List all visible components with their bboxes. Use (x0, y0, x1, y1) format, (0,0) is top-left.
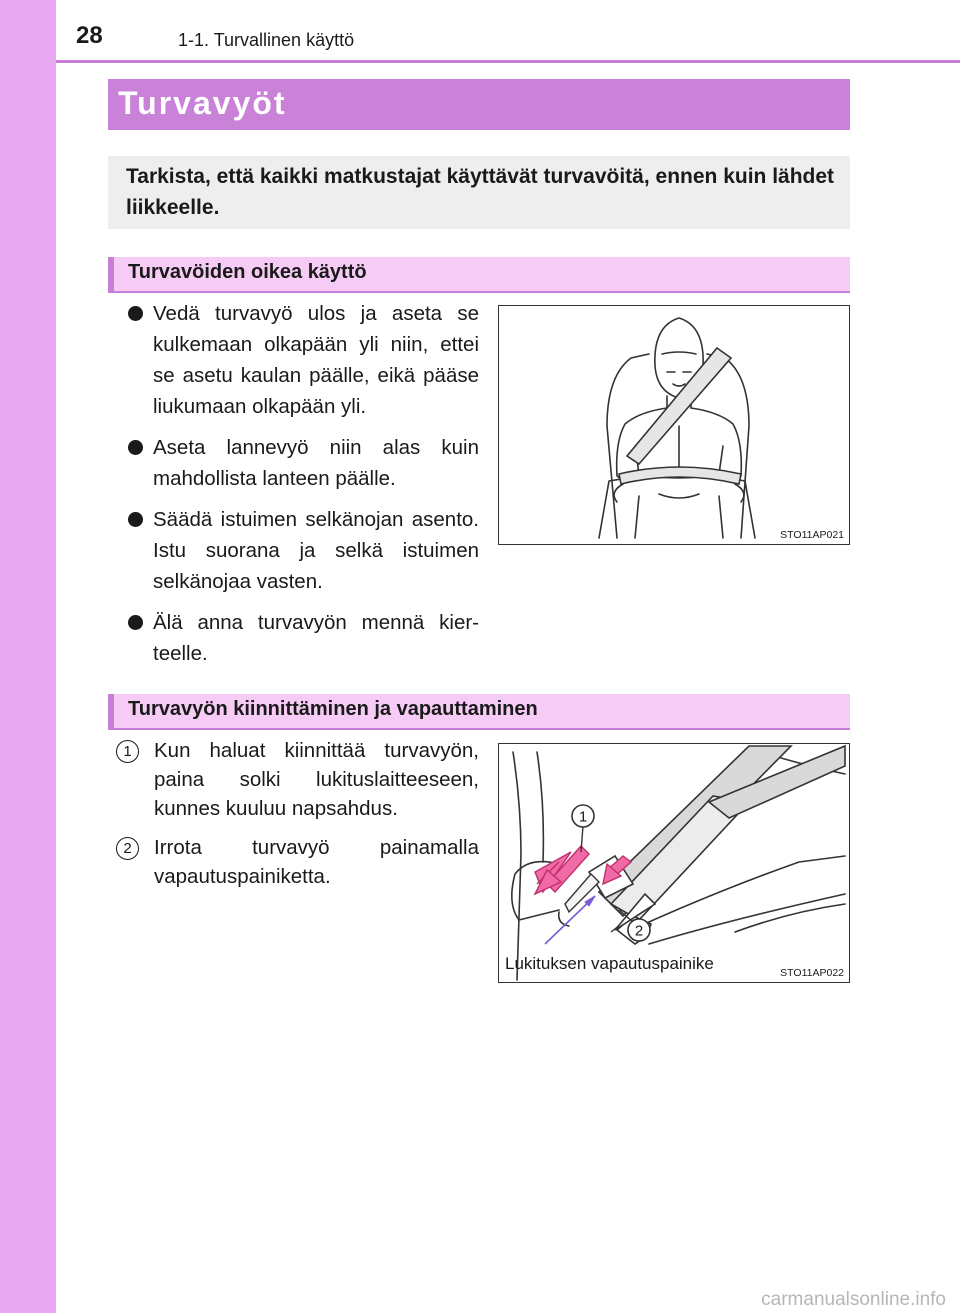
list-item (126, 504, 479, 597)
step-text: Irrota turvavyö painamalla vapautuspainiketta. (154, 836, 479, 888)
bullet-icon (128, 440, 143, 455)
section-heading-correct-use (108, 257, 850, 293)
seated-passenger-illustration (499, 306, 849, 544)
watermark: carmanualsonline.info (761, 1289, 946, 1310)
bullet-text: Älä anna turvavyön mennä kier-teelle. (153, 611, 479, 665)
bullet-icon (128, 615, 143, 630)
page-title-bar (108, 79, 850, 130)
callout-1-label: 1 (578, 808, 588, 826)
buckle-figure (498, 743, 850, 983)
bullet-text: Vedä turvavyö ulos ja aseta se kulkemaan olkapään yli niin, ettei se asetu kaulan päälle, eikä pääse liukumaan olkapään yli. (153, 302, 479, 418)
page-number: 28 (76, 22, 103, 49)
bullet-text: Säädä istuimen selkänojan asento. Istu suorana ja selkä istuimen selkänojaa vasten. (153, 508, 479, 593)
section-heading-text: Turvavöiden oikea käyttö (128, 261, 367, 283)
list-item (126, 607, 479, 669)
callout-2-label: 2 (634, 922, 644, 940)
bullet-text: Aseta lannevyö niin alas kuin mahdollista lanteen päälle. (153, 436, 479, 490)
intro-box (108, 156, 850, 229)
section-heading-fastening (108, 694, 850, 730)
section-breadcrumb: 1-1. Turvallinen käyttö (178, 30, 355, 50)
list-item (116, 736, 479, 823)
figure-code: STO11AP021 (780, 529, 844, 541)
step-number-badge: 1 (116, 740, 139, 763)
figure-caption: Lukituksen vapautuspainike (505, 954, 714, 973)
intro-text: Tarkista, että kaikki matkustajat käyttävät turvavöitä, ennen kuin lähdet liikkeelle. (126, 165, 835, 219)
list-item (126, 298, 479, 422)
side-tab-strip (0, 0, 56, 1313)
bullet-icon (128, 306, 143, 321)
section-heading-text: Turvavyön kiinnittäminen ja vapauttaminen (128, 698, 538, 720)
bullet-icon (128, 512, 143, 527)
seated-passenger-figure (498, 305, 850, 545)
list-item (116, 833, 479, 891)
buckle-illustration (499, 744, 849, 982)
step-number-badge: 2 (116, 837, 139, 860)
step-list (116, 736, 479, 901)
header-divider (56, 60, 960, 63)
list-item (126, 432, 479, 494)
bullet-list (126, 298, 479, 679)
step-text: Kun haluat kiinnittää turvavyön, paina solki lukituslaitteeseen, kunnes kuuluu napsahdus. (154, 739, 479, 820)
figure-code: STO11AP022 (780, 967, 844, 979)
page-title: Turvavyöt (118, 85, 287, 121)
